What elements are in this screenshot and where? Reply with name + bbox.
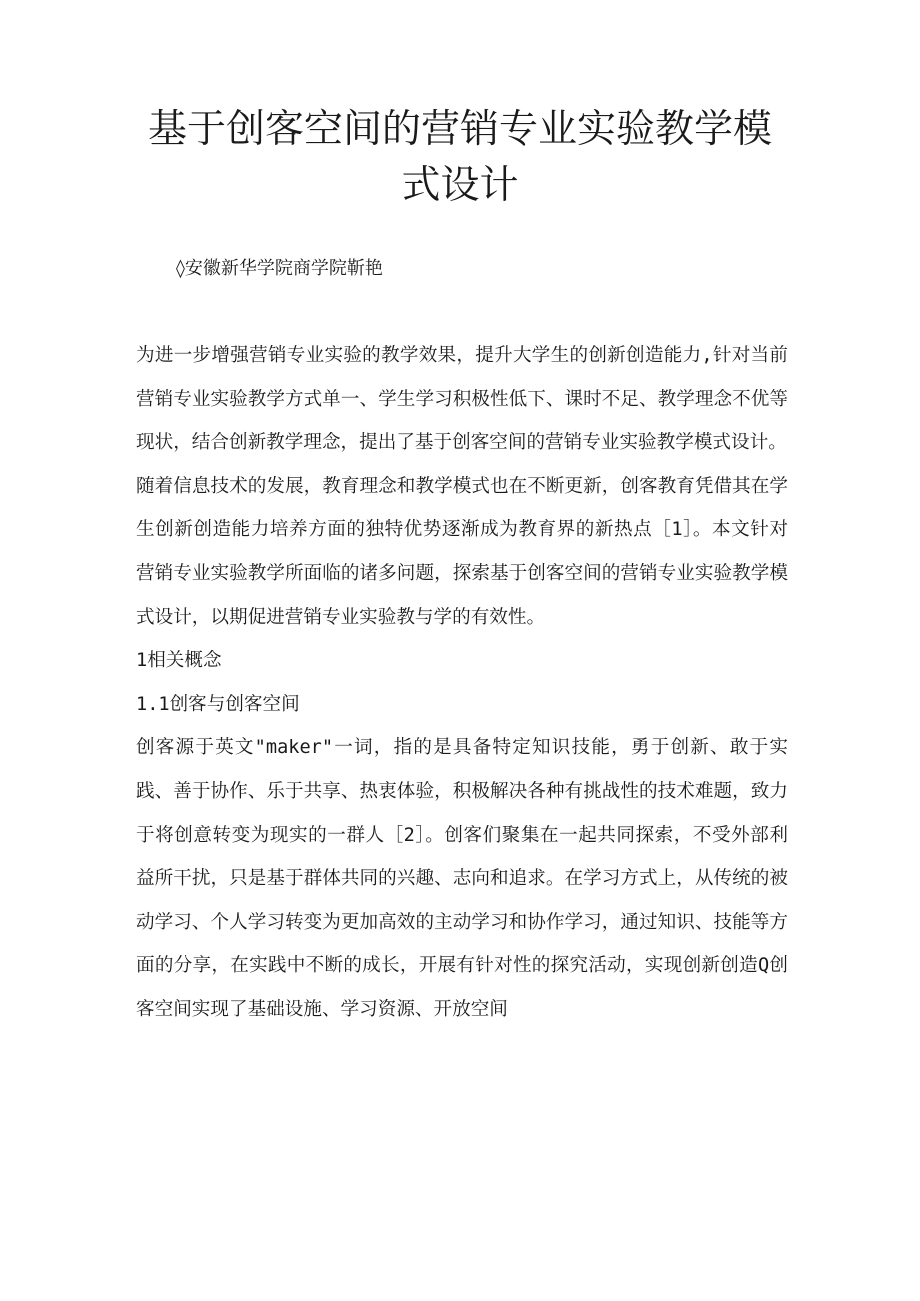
- abstract-paragraph: 为进一步增强营销专业实验的教学效果，提升大学生的创新创造能力,针对当前营销专业实验教学方式单一、学生学习积极性低下、课时不足、教学理念不优等现状，结合创新教学理念，提出了基于创客空间的营销专业实验教学模式设计。: [136, 345, 788, 454]
- section-heading: 1相关概念: [136, 650, 222, 672]
- body-paragraph: 创客源于英文"maker"一词，指的是具备特定知识技能，勇于创新、敢于实践、善于协作、乐于共享、热衷体验，积极解决各种有挑战性的技术难题，致力于将创意转变为现实的一群人［2］。创客们聚集在一起共同探索，不受外部利益所干扰，只是基于群体共同的兴趣、志向和追求。在学习方式上，从传统的被动学习、个人学习转变为更加高效的主动学习和协作学习，通过知识、技能等方面的分享，在实践中不断的成长，开展有针对性的探究活动，实现创新创造Q创客空间实现了基础设施、学习资源、开放空间: [136, 737, 788, 1020]
- subsection-heading: 1.1创客与创客空间: [136, 693, 300, 715]
- intro-paragraph: 随着信息技术的发展，教育理念和教学模式也在不断更新，创客教育凭借其在学生创新创造能力培养方面的独特优势逐渐成为教育界的新热点［1］。本文针对营销专业实验教学所面临的诸多问题，探索基于创客空间的营销专业实验教学模式设计，以期促进营销专业实验教与学的有效性。: [136, 475, 788, 628]
- author-affiliation: ◊安徽新华学院商学院靳艳: [176, 258, 383, 279]
- document-title: 基于创客空间的营销专业实验教学模式设计: [147, 107, 772, 208]
- document-body: [136, 334, 788, 1032]
